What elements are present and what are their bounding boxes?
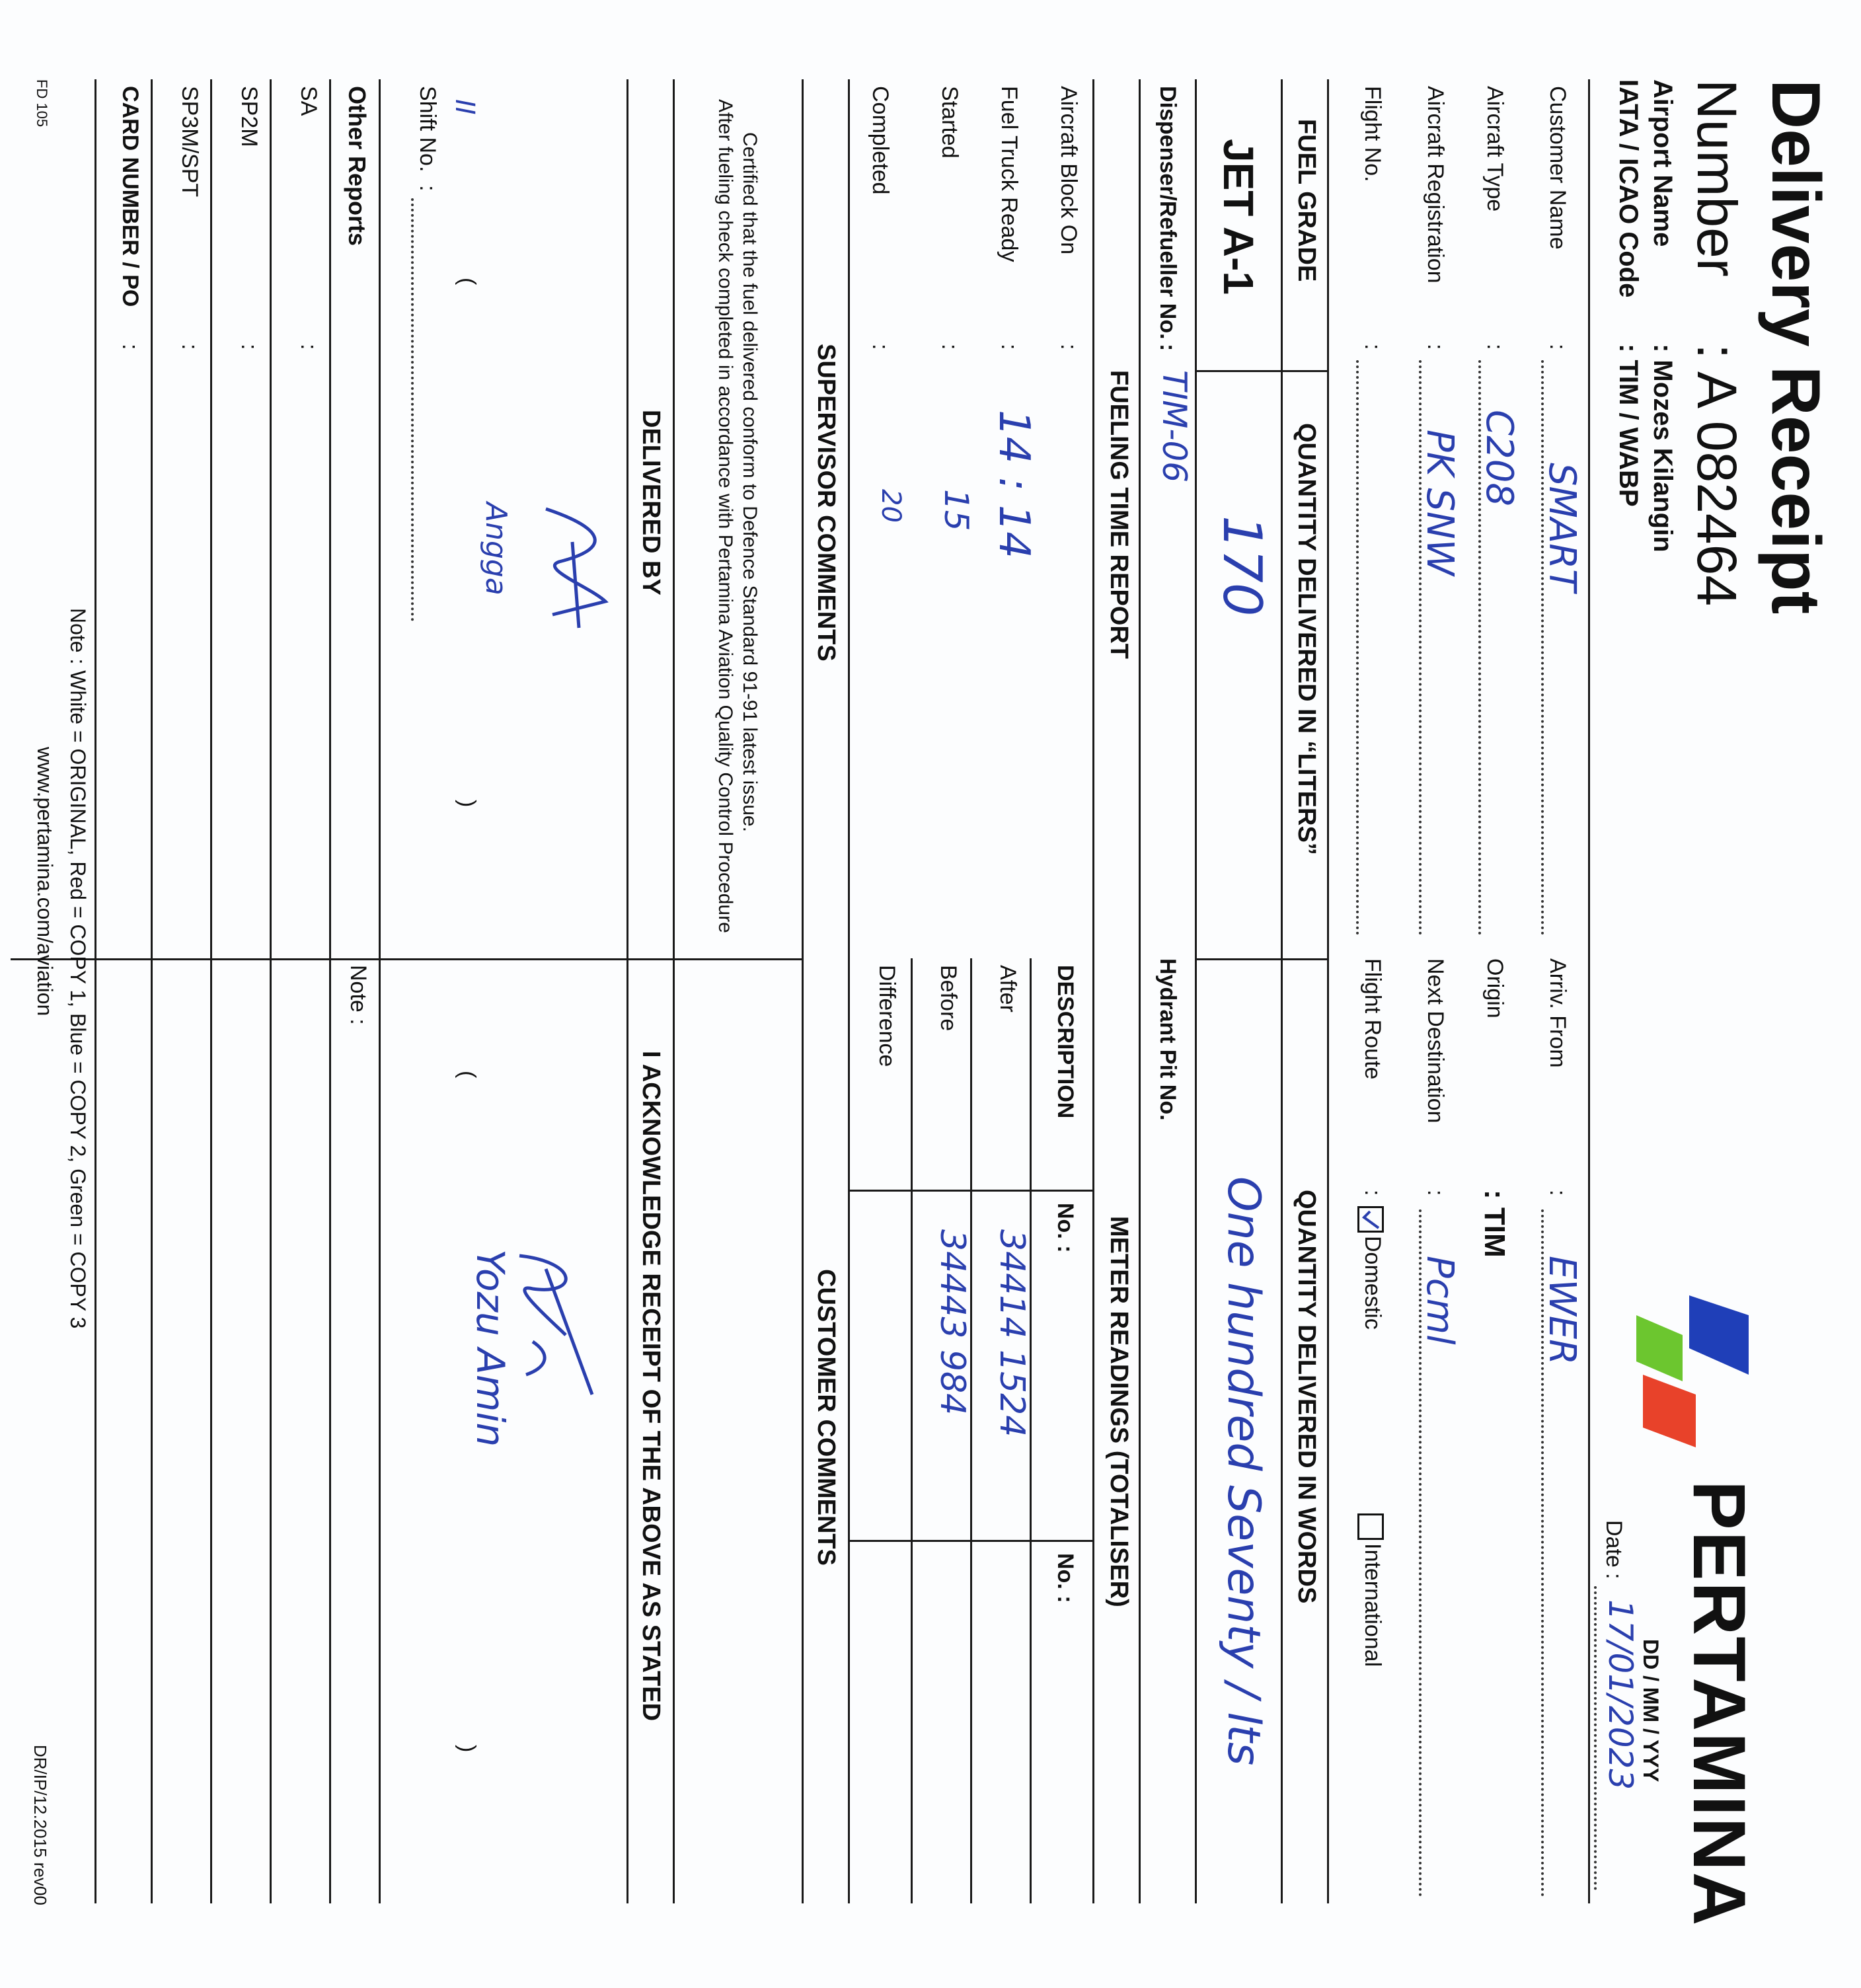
other-reports-note-label: Note : xyxy=(346,965,371,1025)
dispenser-value: TIM-06 xyxy=(1155,370,1194,483)
block-on-label: Aircraft Block On xyxy=(1056,86,1081,255)
customer-name-handwritten: Yozu Amin xyxy=(468,1249,513,1447)
difference-label: Difference xyxy=(874,965,899,1067)
airport-name-label: Airport Name xyxy=(1648,79,1677,247)
iata-code-value: : TIM / WABP xyxy=(1614,344,1643,507)
arriv-from-label: Arriv. From xyxy=(1545,958,1570,1068)
meter-no-1-label: No. : xyxy=(1053,1203,1078,1253)
customer-signature xyxy=(500,1242,605,1401)
supervisor-comments-header: SUPERVISOR COMMENTS xyxy=(812,344,840,662)
before-value: 34443 984 xyxy=(932,1229,972,1416)
other-reports-label: Other Reports xyxy=(344,86,371,247)
aircraft-registration-value: PK SNW xyxy=(1418,430,1461,576)
pertamina-logo-icon xyxy=(1630,1295,1762,1454)
after-label: After xyxy=(995,965,1020,1013)
meter-no-2-label: No. : xyxy=(1053,1553,1078,1603)
brand-name: PERTAMINA xyxy=(1678,1480,1761,1927)
aircraft-type-label: Aircraft Type xyxy=(1482,86,1507,212)
origin-label: Origin xyxy=(1482,958,1507,1018)
delivered-by-signature xyxy=(526,502,619,634)
date-dotted-line xyxy=(1594,1586,1597,1890)
sa-label: SA xyxy=(296,86,321,116)
revision-code: DR/IP/12.2015 rev00 xyxy=(30,1745,50,1905)
date-value: 17/01/2023 xyxy=(1601,1599,1640,1790)
quantity-words-value: One hundred Seventy / lts xyxy=(1217,1176,1270,1766)
flight-no-label: Flight No. xyxy=(1360,86,1385,182)
date-format: DD / MM / YYY xyxy=(1639,1639,1663,1782)
description-label: DESCRIPTION xyxy=(1053,965,1078,1119)
acknowledge-header: I ACKNOWLEDGE RECEIPT OF THE ABOVE AS STATED xyxy=(637,1051,665,1722)
shift-no-label: Shift No. xyxy=(415,86,440,172)
certification-line-1: Certified that the fuel delivered conform to Defence Standard 91-91 latest issue. xyxy=(739,132,761,832)
next-destination-value: Pcml xyxy=(1418,1256,1461,1345)
form-code: FD 105 xyxy=(34,79,50,128)
international-checkbox[interactable] xyxy=(1357,1513,1384,1540)
shift-no-value: II xyxy=(449,99,480,115)
airport-name-value: : Mozes Kilangin xyxy=(1648,344,1677,553)
origin-value: : TIM xyxy=(1478,1190,1511,1258)
completed-label: Completed xyxy=(868,86,893,195)
truck-ready-label: Fuel Truck Ready xyxy=(997,86,1022,262)
arriv-from-value: EWER xyxy=(1540,1256,1583,1365)
number-value: : A 082464 xyxy=(1686,344,1748,607)
fueling-time-header: FUELING TIME REPORT xyxy=(1105,370,1133,659)
before-label: Before xyxy=(936,965,961,1032)
customer-name-label: Customer Name xyxy=(1545,86,1570,250)
date-label: Date xyxy=(1601,1520,1626,1568)
customer-comments-header: CUSTOMER COMMENTS xyxy=(812,1269,840,1566)
certification-line-2: After fueling check completed in accordance with Pertamina Aviation Quality Control Procedure xyxy=(714,99,736,933)
sp2m-label: SP2M xyxy=(237,86,262,147)
iata-code-label: IATA / ICAO Code xyxy=(1614,79,1643,298)
hydrant-pit-label: Hydrant Pit No. xyxy=(1155,958,1180,1121)
started-label: Started xyxy=(937,86,962,159)
copy-color-note: Note : White = ORIGINAL, Red = COPY 1, Blue = COPY 2, Green = COPY 3 xyxy=(66,608,90,1329)
delivered-close-paren: ) xyxy=(455,800,480,808)
fuel-grade-header: FUEL GRADE xyxy=(1293,119,1320,282)
quantity-words-header: QUANTITY DELIVERED IN WORDS xyxy=(1293,1190,1320,1604)
domestic-label: Domestic xyxy=(1360,1236,1385,1330)
dispenser-label: Dispenser/Refueller No. xyxy=(1155,86,1180,340)
international-label: International xyxy=(1360,1543,1385,1667)
customer-name-value: SMART xyxy=(1540,463,1583,592)
aircraft-registration-label: Aircraft Registration xyxy=(1423,86,1448,284)
flight-route-label: Flight Route xyxy=(1360,958,1385,1080)
card-number-label: CARD NUMBER / PO xyxy=(118,86,143,307)
footer-url[interactable]: www.pertamina.com/aviation xyxy=(33,747,57,1016)
domestic-checkbox[interactable] xyxy=(1357,1206,1384,1233)
number-label: Number xyxy=(1686,79,1748,277)
delivered-by-name: Angga xyxy=(479,502,513,595)
next-destination-label: Next Destination xyxy=(1423,958,1448,1124)
sp3m-spt-label: SP3M/SPT xyxy=(177,86,202,198)
quantity-liters-header: QUANTITY DELIVERED IN “LITERS” xyxy=(1293,423,1320,855)
delivered-open-paren: ( xyxy=(455,278,480,286)
header-rule xyxy=(1588,79,1590,1903)
delivery-receipt-form: Delivery Receipt Number : A 082464 Airport Name : Mozes Kilangin IATA / ICAO Code : TIM / WABP PERTAMINA DD / MM / YYY Date : 17/01/2023 Customer Name : SMART Aircraft Type : C208 Aircraft Registration : PK SNW Flight No. : Arriv. From : EWER Origin : TIM Next Destination : Pcml Flight Route : Domestic International FUEL GRADE QUANTITY DELIVERED IN “LITERS” QUANTITY DELIVERED IN WORDS JET A-1 170 One hundred Seventy / lts Dispenser/Refueller No. : TIM-06 Hydrant Pit No. FUELING TIME REPORT METER READINGS (TOTALISER) Aircraft Block On : Fuel Truck Ready : 14 : 14 Started : 15 Completed : 20 DESCRIPTION No. : No. : After 34414 1524 Before 34443 984 Difference SUPERVISOR COMMENTS CUSTOMER COMMENTS Certified that the fuel delivered conform to Defence Standard 91-91 latest issue. After fueling check completed in accordance with Pertamina Aviation Quality Control Procedure DELIVERED BY I ACKNOWLEDGE RECEIPT OF THE ABOVE AS STATED Angga ( ) Shift No. : II Yozu Amin ( ) Other Reports Note : SA : SP2M : SP3M/SPT : CARD NUMBER / PO : Note : White = ORIGINAL, Red = COPY 1, Blue = COPY 2, Green = COPY 3 www.pertamina.com/aviation FD 105 DR/IP/12.2015 rev00 xyxy=(0,0,1861,1988)
receipt-title: Delivery Receipt xyxy=(1757,79,1834,615)
after-value: 34414 1524 xyxy=(992,1229,1032,1437)
started-value: 15 xyxy=(937,489,975,531)
customer-open-paren: ( xyxy=(455,1071,480,1079)
delivered-by-header: DELIVERED BY xyxy=(637,410,665,595)
fuel-grade-value: JET A-1 xyxy=(1215,139,1262,295)
meter-readings-header: METER READINGS (TOTALISER) xyxy=(1105,1216,1133,1607)
quantity-liters-value: 170 xyxy=(1211,516,1273,617)
completed-value: 20 xyxy=(876,489,906,523)
aircraft-type-value: C208 xyxy=(1478,410,1521,506)
customer-close-paren: ) xyxy=(455,1745,480,1753)
truck-ready-value: 14 : 14 xyxy=(989,410,1038,559)
